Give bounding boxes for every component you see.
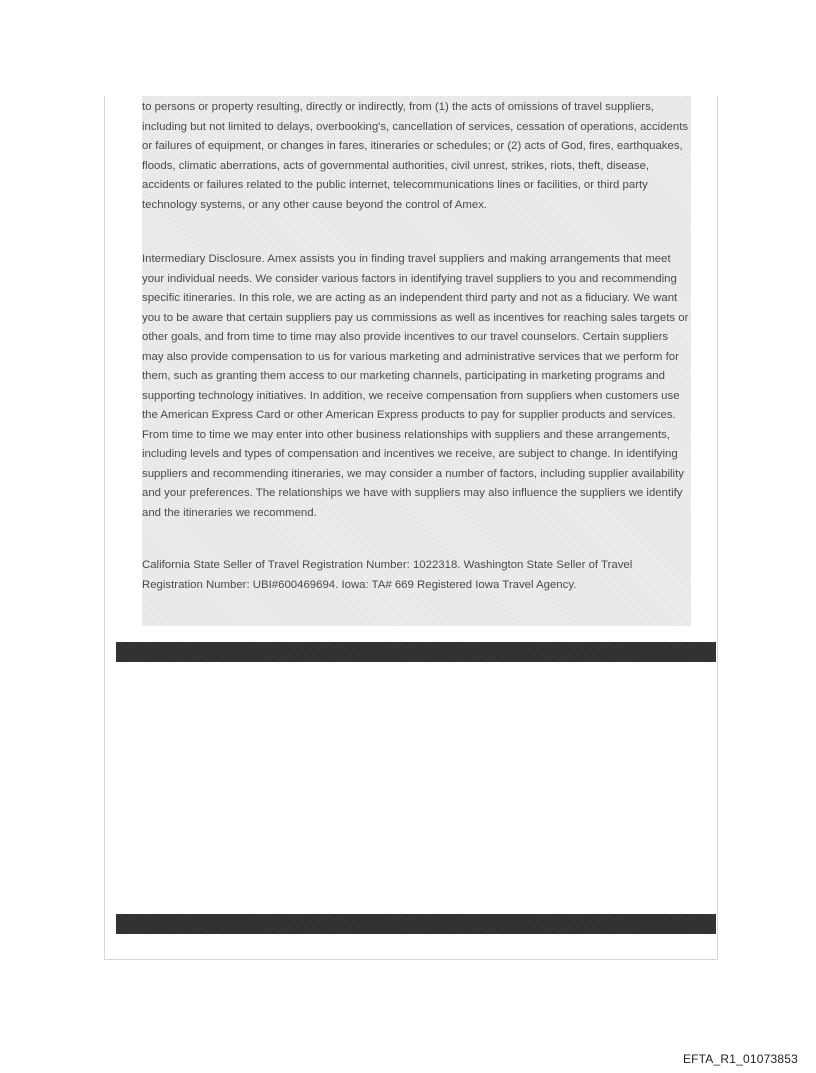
registration-paragraph: California State Seller of Travel Registration Number: 1022318. Washington State Seller of Travel Registration Number: UBI#600469694. Iowa: TA# 669 Registered Iowa Travel Agency. [142, 559, 633, 591]
disclosure-panel [142, 96, 691, 626]
liability-paragraph: to persons or property resulting, directly or indirectly, from (1) the acts of omissions of travel suppliers, including but not limited to delays, overbooking's, cancellation of services, cessation of operations, accidents or failures of equipment, or changes in fares, itineraries or schedules; or (2) acts of God, fires, earthquakes, floods, climatic aberrations, acts of governmental authorities, civil unrest, strikes, riots, theft, disease, accidents or failures related to the public internet, telecommunications lines or facilities, or third party technology systems, or any other cause beyond the control of Amex. [142, 101, 689, 211]
footer-divider-bar [116, 914, 716, 934]
header-divider-bar [116, 642, 716, 662]
document-id: EFTA_R1_01073853 [682, 1052, 798, 1066]
intermediary-disclosure-paragraph: Intermediary Disclosure. Amex assists you in finding travel suppliers and making arrangements that meet your individual needs. We consider various factors in identifying travel suppliers to you and recommending specific itineraries. In this role, we are acting as an independent third party and not as a fiduciary. We want you to be aware that certain suppliers pay us commissions as well as incentives for reaching sales targets or other goals, and from time to time may also provide incentives to our travel counselors. Certain suppliers may also provide compensation to us for various marketing and administrative services that we perform for them, such as granting them access to our marketing channels, participating in marketing programs and supporting technology initiatives. In addition, we receive compensation from suppliers when customers use the American Express Card or other American Express products to pay for supplier products and services. From time to time we may enter into other business relationships with suppliers and these arrangements, including levels and types of compensation and incentives we receive, are subject to change. In identifying suppliers and recommending itineraries, we may consider a number of factors, including supplier availability and your preferences. The relationships we have with suppliers may also influence the suppliers we identify and the itineraries we recommend. [142, 253, 689, 519]
